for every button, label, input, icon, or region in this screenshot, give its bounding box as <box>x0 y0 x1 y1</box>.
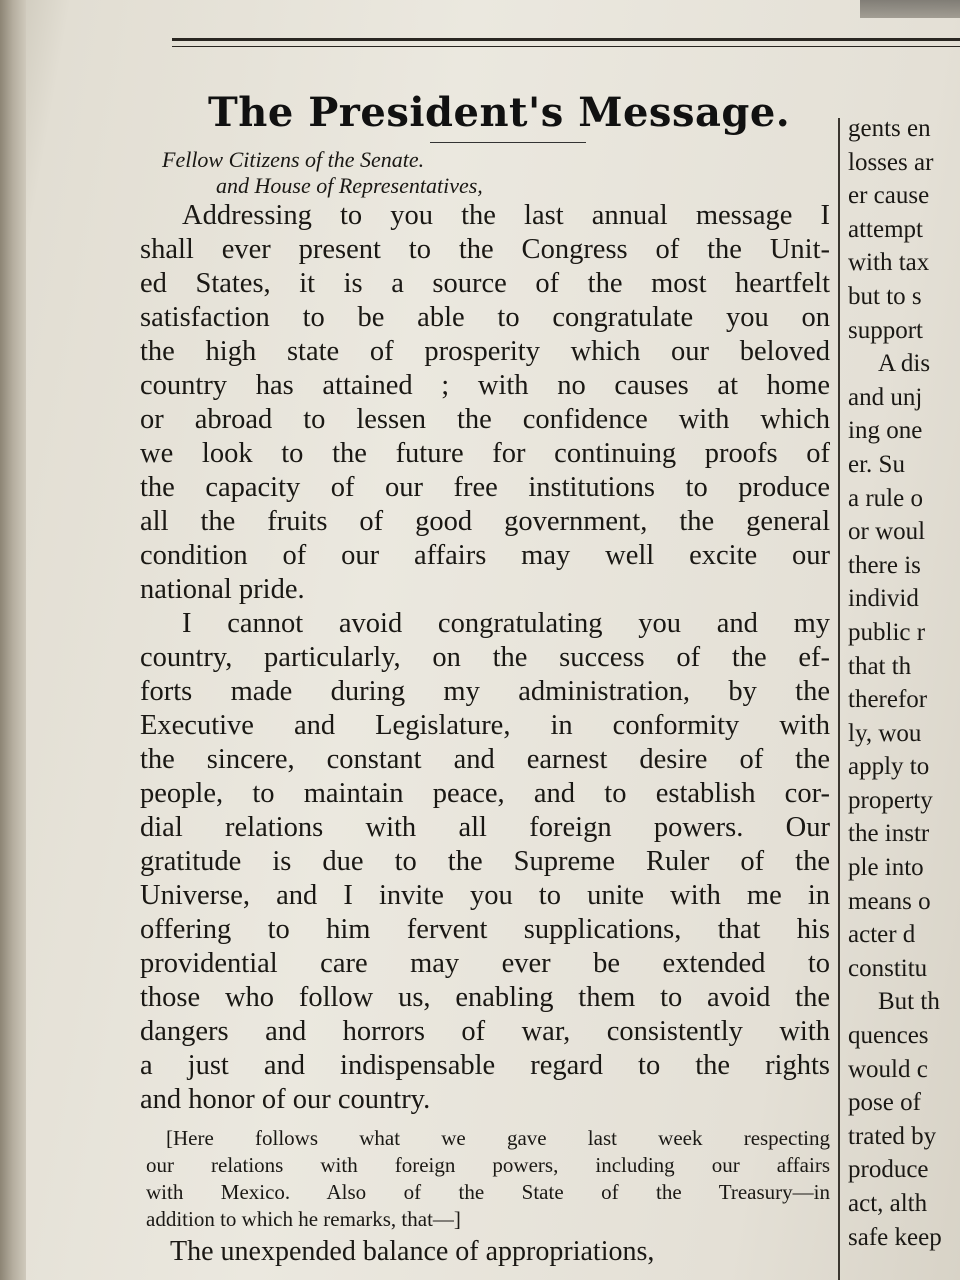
side-line: therefor <box>848 686 928 714</box>
text-line: a just and indispensable regard to the rights <box>140 1050 830 1081</box>
text-line: shall ever present to the Congress of the Unit- <box>140 234 830 265</box>
note-line: our relations with foreign powers, including our affairs <box>146 1153 830 1177</box>
side-line: individ <box>848 585 919 613</box>
text-line: the sincere, constant and earnest desire of the <box>140 744 830 775</box>
text-line: dial relations with all foreign powers. Our <box>140 812 830 843</box>
text-line: all the fruits of good government, the general <box>140 506 830 537</box>
note-line: addition to which he remarks, that—] <box>146 1207 461 1231</box>
side-line: gents en <box>848 115 931 142</box>
article-title: The President's Message. <box>208 89 791 136</box>
side-line: public r <box>848 618 926 646</box>
text-line: condition of our affairs may well excite our <box>140 540 830 571</box>
masthead-fragment <box>860 0 960 18</box>
side-line: quences <box>848 1022 929 1050</box>
side-line: property <box>848 786 933 814</box>
side-line: ple into <box>848 854 924 882</box>
side-line: ing one <box>848 417 923 445</box>
text-line: country, particularly, on the success of the ef- <box>140 642 830 673</box>
text-line: Universe, and I invite you to unite with me in <box>140 880 830 911</box>
side-line: er cause <box>848 182 930 210</box>
adjacent-column <box>848 112 960 1254</box>
side-line: support <box>848 316 923 344</box>
text-line: providential care may ever be extended to <box>140 948 830 979</box>
cutoff-line: The unexpended balance of appropriations, <box>170 1236 655 1267</box>
side-line: the instr <box>848 820 930 848</box>
text-line: Executive and Legislature, in conformity with <box>140 710 830 741</box>
text-line: gratitude is due to the Supreme Ruler of the <box>140 846 830 877</box>
text-line: country has attained ; with no causes at home <box>140 370 830 401</box>
side-line: A dis <box>878 350 931 378</box>
side-line: act, alth <box>848 1190 928 1217</box>
side-line: or woul <box>848 518 926 546</box>
side-line: that th <box>848 652 912 680</box>
text-line: national pride. <box>140 574 305 605</box>
text-line: or abroad to lessen the confidence with which <box>140 404 830 435</box>
side-line: attempt <box>848 215 923 243</box>
article-column <box>140 90 830 1267</box>
side-line: But th <box>878 988 940 1016</box>
side-line: ly, wou <box>848 719 922 747</box>
side-line: produce <box>848 1156 929 1184</box>
side-line: there is <box>848 551 921 579</box>
side-line: trated by <box>848 1122 937 1150</box>
side-line: means o <box>848 887 931 915</box>
text-line: those who follow us, enabling them to avoid the <box>140 982 830 1013</box>
column-rule <box>838 118 840 1280</box>
side-line: safe keep <box>848 1223 942 1251</box>
salutation-line-1: Fellow Citizens of the Senate. <box>162 147 425 172</box>
text-line: ed States, it is a source of the most heartfelt <box>140 268 830 299</box>
side-line: pose of <box>848 1089 921 1117</box>
text-line: satisfaction to be able to congratulate you on <box>140 302 830 333</box>
top-rule <box>172 38 960 47</box>
side-line: losses ar <box>848 148 934 176</box>
paragraph-1 <box>140 199 830 607</box>
side-line: constitu <box>848 954 928 982</box>
paragraph-2 <box>140 607 830 1117</box>
salutation-line-2: and House of Representatives, <box>216 173 483 198</box>
text-line: forts made during my administration, by the <box>140 676 830 707</box>
page-edge <box>0 0 26 1280</box>
text-line: Addressing to you the last annual message I <box>182 200 830 231</box>
text-line: and honor of our country. <box>140 1084 431 1115</box>
editor-note <box>140 1125 830 1233</box>
side-line: er. Su <box>848 450 905 478</box>
text-line: I cannot avoid congratulating you and my <box>182 608 830 639</box>
text-line: the capacity of our free institutions to produce <box>140 472 830 503</box>
text-line: offering to him fervent supplications, that his <box>140 914 830 945</box>
note-line: [Here follows what we gave last week respecting <box>166 1126 830 1150</box>
text-line: dangers and horrors of war, consistently with <box>140 1016 830 1047</box>
side-line: acter d <box>848 921 916 949</box>
text-line: people, to maintain peace, and to establish cor- <box>140 778 830 809</box>
side-line: would c <box>848 1055 928 1083</box>
title-underline <box>430 142 586 143</box>
text-line: the high state of prosperity which our beloved <box>140 336 830 367</box>
side-line: but to s <box>848 282 922 310</box>
side-line: and unj <box>848 383 923 411</box>
side-line: with tax <box>848 249 930 277</box>
text-line: we look to the future for continuing proofs of <box>140 438 830 469</box>
side-line: apply to <box>848 753 930 781</box>
side-line: a rule o <box>848 484 923 512</box>
note-line: with Mexico. Also of the State of the Treasury—in <box>146 1180 830 1204</box>
